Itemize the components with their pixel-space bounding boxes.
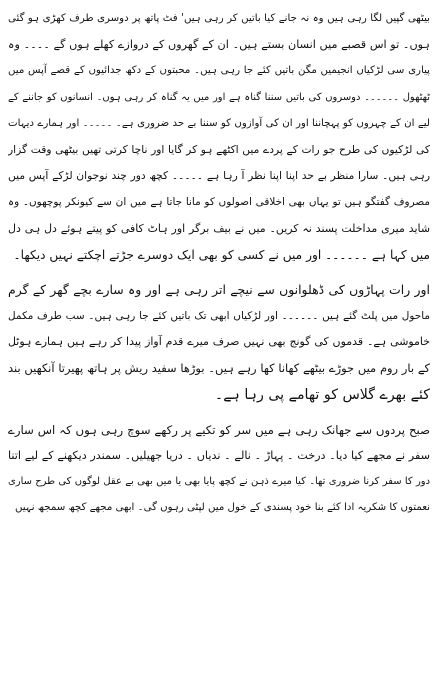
text-line: کی لڑکیوں کی طرح جو رات کے پردے میں اکٹھے ہو کر گایا اور ناچا کرتی تھیں بیٹھی وقت گزار [8, 142, 430, 156]
text-line: اور رات پہاڑوں کی ڈھلوانوں سے نیچے اتر رہی ہے اور وہ سارے بچے گھر کے گرم [8, 281, 430, 297]
text-line: رہی ہیں۔ سارا منظر بے حد اپنا اپنا نظر آ رہا ہے ۔۔۔۔۔ کچھ دور چند نوجوان لڑکے آپس میں [8, 169, 430, 183]
text-line: شاید میری مداخلت پسند نہ کریں۔ میں نے بیف برگر اور ہاٹ کافی کو پیتے ہوئے دل ہی دل [8, 221, 430, 235]
text-line: صبح پردوں سے جھانک رہی ہے میں سر کو تکیے پر رکھے سوچ رہی ہوں کہ اس سارے [8, 422, 430, 437]
text-line: سفر نے مجھے کیا دیا۔ درخت ۔ پہاڑ ۔ نالے ۔ ندیاں ۔ دریا جھیلیں۔ سمندر دیکھنے کے لیے اتنا [8, 449, 430, 462]
text-line: بیٹھی گپیں لگا رہی ہیں وہ نہ جانے کیا باتیں کر رہی ہیں' فٹ پاتھ پر دوسری طرف کھڑی ہو گئی [8, 13, 430, 24]
text-line: میں کہا ہے ۔۔۔۔۔۔ اور میں نے کسی کو بھی ایک دوسرے جڑتے اچکتے نہیں دیکھا۔ [13, 247, 430, 262]
text-line: ماحول میں پلٹ گئے ہیں ۔۔۔۔۔۔ اور لڑکیاں ابھی تک باتیں کئے جا رہی ہیں۔ سب طرف مکمل [8, 310, 430, 323]
paragraph [8, 6, 430, 268]
text-line: خاموشی ہے۔ قدموں کی گونج بھی نہیں صرف میرے قدم آواز پیدا کر رہے ہیں ہمارے ہوٹل [8, 335, 430, 349]
text-line: نعمتوں کا شکریہ ادا کئے بنا خود پسندی کے خول میں لپٹی رہوں گی۔ ابھی مجھے کچھ سمجھ نہیں [14, 502, 430, 514]
text-line: لیے ان کے چہروں کو پہچاننا اور ان کی آوازوں کو سننا بے حد ضروری ہے۔ ۔۔۔۔۔ اور ہمارے دیہات [8, 117, 430, 129]
text-line: کئے بھرے گلاس کو تھامے پی رہا ہے۔ [214, 386, 430, 403]
text-line: دور کا سفر کرنا ضروری تھا۔ کیا میرے ذہن نے کچھ پایا بھی یا میں بھی بے عقل لوگوں کی طرح ساری [8, 476, 430, 488]
text-line: مصروف گفتگو ہیں تو یہاں بھی اخلاقی اصولوں کو مانا جاتا ہے میں ان سے کیونکر پوچھوں۔ وہ [8, 196, 430, 209]
text-line: پیاری سی لڑکیاں انجیمیں مگن باتیں کئے جا رہی ہیں۔ محبتوں کے دکھ جدائیوں کے قصے آپس میں [8, 65, 430, 77]
paragraph [8, 277, 430, 408]
text-line: کے بار روم میں جوڑے بیٹھے کھانا کھا رہے ہیں۔ بوڑھا سفید ریش پر ہاتھ پھیرتا آنکھیں بند [8, 361, 430, 376]
text-line: ہوں۔ تو اس قصبے میں انسان بستے ہیں۔ ان کے گھروں کے دروازے کھلے ہوں گے ۔۔۔۔ وہ [8, 38, 430, 52]
text-line: ٹھٹھول ۔۔۔۔۔۔ دوسروں کی باتیں سننا گناہ ہے اور میں یہ گناہ کر رہی ہوں۔ انسانوں کو جاننے کے [8, 91, 430, 103]
paragraph [8, 417, 430, 522]
